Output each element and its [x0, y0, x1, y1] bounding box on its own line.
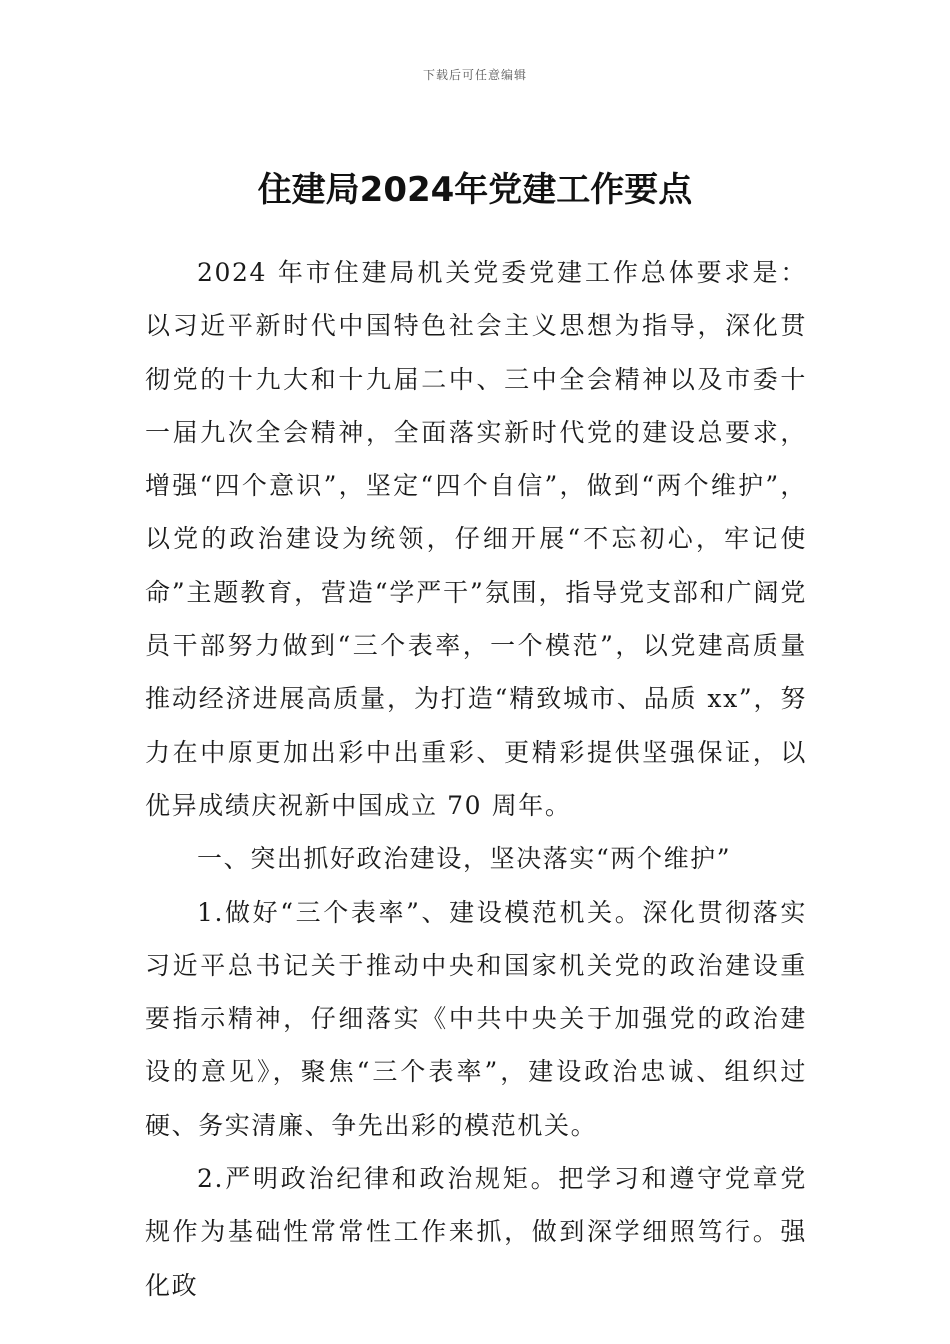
paragraph-intro: 2024 年市住建局机关党委党建工作总体要求是：以习近平新时代中国特色社会主义思想为指导，深化贯彻党的十九大和十九届二中、三中全会精神以及市委十一届九次全会精神，全面落实新时代党的建设总要求，增强“四个意识”，坚定“四个自信”，做到“两个维护”，以党的政治建设为统领，仔细开展“不忘初心，牢记使命”主题教育，营造“学严干”氛围，指导党支部和广阔党员干部努力做到“三个表率，一个模范”，以党建高质量推动经济进展高质量，为打造“精致城市、品质 xx”，努力在中原更加出彩中出重彩、更精彩提供坚强保证，以优异成绩庆祝新中国成立 70 周年。	[145, 258, 807, 820]
paragraph-item-2: 2.严明政治纪律和政治规矩。把学习和遵守党章党规作为基础性常常性工作来抓，做到深学细照笃行。强化政	[145, 1164, 807, 1300]
document-body	[145, 246, 807, 1312]
header-note: 下载后可任意编辑	[422, 68, 527, 82]
paragraph-item-1: 1.做好“三个表率”、建设模范机关。深化贯彻落实习近平总书记关于推动中央和国家机关党的政治建设重要指示精神，仔细落实《中共中央关于加强党的政治建设的意见》，聚焦“三个表率”，建设政治忠诚、组织过硬、务实清廉、争先出彩的模范机关。	[145, 897, 807, 1140]
section-heading-1: 一、突出抓好政治建设，坚决落实“两个维护”	[197, 844, 732, 874]
document-title: 住建局2024年党建工作要点	[257, 170, 693, 210]
